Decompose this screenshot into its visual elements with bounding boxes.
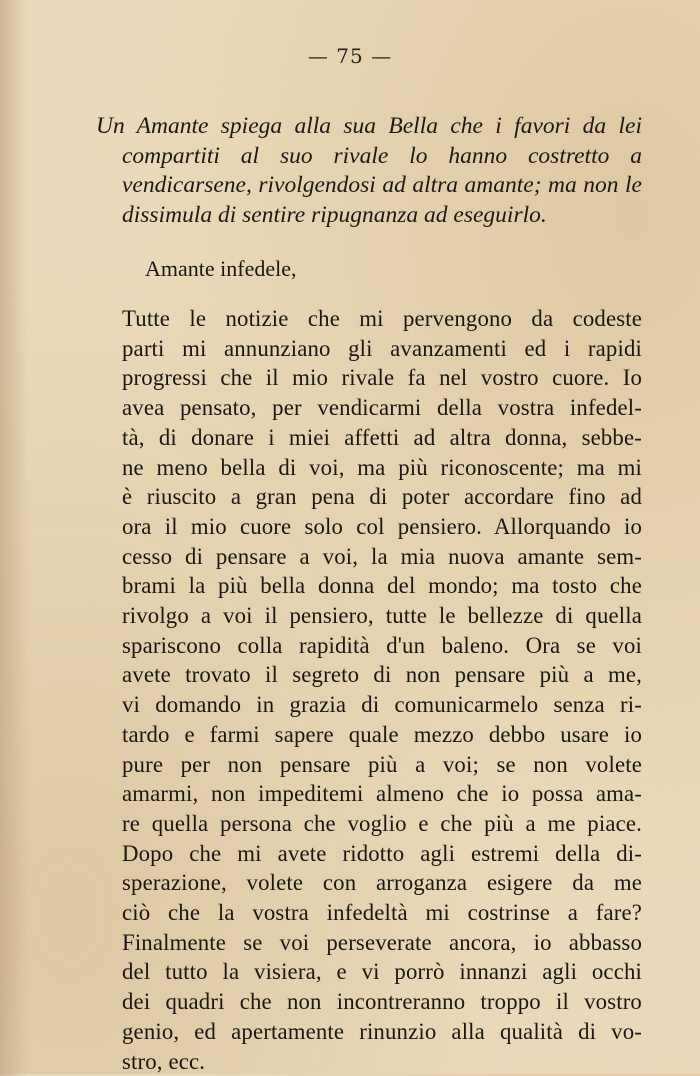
body-line: del tutto la visiera, e vi porrò innanzi agli occhi: [122, 959, 642, 985]
body-line: è riuscito a gran pena di poter accordare fino ad: [122, 484, 642, 510]
body-line: vi domando in grazia di comunicarmelo senza ri-: [122, 692, 642, 718]
body-line: genio, ed apertamente rinunzio alla qualità di vo-: [122, 1018, 642, 1044]
body-line: pure per non pensare più a voi; se non volete: [122, 751, 642, 777]
body-line: spariscono colla rapidità d'un baleno. Ora se voi: [122, 632, 642, 658]
letter-heading: Un Amante spiega alla sua Bella che i favori da lei compartiti al suo rivale lo hanno costretto a vendicarsene, rivolgendosi ad altra amante; ma non le dissimula di sentire ripugnanza ad eseguirlo.: [96, 113, 642, 228]
body-line: tardo e farmi sapere quale mezzo debbo usare io: [122, 721, 642, 747]
page-number: — 75 —: [307, 44, 393, 68]
body-line: progressi che il mio rivale fa nel vostro cuore. Io: [122, 365, 642, 391]
body-line: stro, ecc.: [122, 1048, 206, 1074]
body-line: parti mi annunziano gli avanzamenti ed i rapidi: [122, 335, 642, 361]
letter-salutation: Amante infedele,: [145, 256, 297, 281]
body-line: rivolgo a voi il pensiero, tutte le bellezze di quella: [122, 603, 642, 629]
body-line: avete trovato il segreto di non pensare più a me,: [122, 662, 642, 688]
body-line: tà, di donare i miei affetti ad altra donna, sebbe-: [122, 424, 642, 450]
body-line: sperazione, volete con arroganza esigere da me: [122, 870, 642, 896]
body-line: cesso di pensare a voi, la mia nuova amante sem-: [122, 543, 642, 569]
body-line: ciò che la vostra infedeltà mi costrinse a fare?: [122, 900, 642, 926]
body-line: Tutte le notizie che mi pervengono da codeste: [122, 306, 642, 331]
body-line: ora il mio cuore solo col pensiero. Allorquando io: [122, 513, 642, 539]
body-line: Dopo che mi avete ridotto agli estremi della di-: [122, 840, 642, 866]
body-line: ne meno bella di voi, ma più riconoscente; ma mi: [122, 454, 642, 480]
body-line: dei quadri che non incontreranno troppo il vostro: [122, 989, 642, 1015]
body-line: amarmi, non impeditemi almeno che io possa ama-: [122, 781, 642, 807]
letter-body: [122, 304, 642, 1076]
body-line: Finalmente se voi perseverate ancora, io abbasso: [122, 929, 642, 955]
body-line: avea pensato, per vendicarmi della vostra infedel-: [122, 395, 642, 421]
body-line: re quella persona che voglio e che più a me piace.: [122, 810, 642, 836]
body-line: brami la più bella donna del mondo; ma tosto che: [122, 573, 642, 599]
